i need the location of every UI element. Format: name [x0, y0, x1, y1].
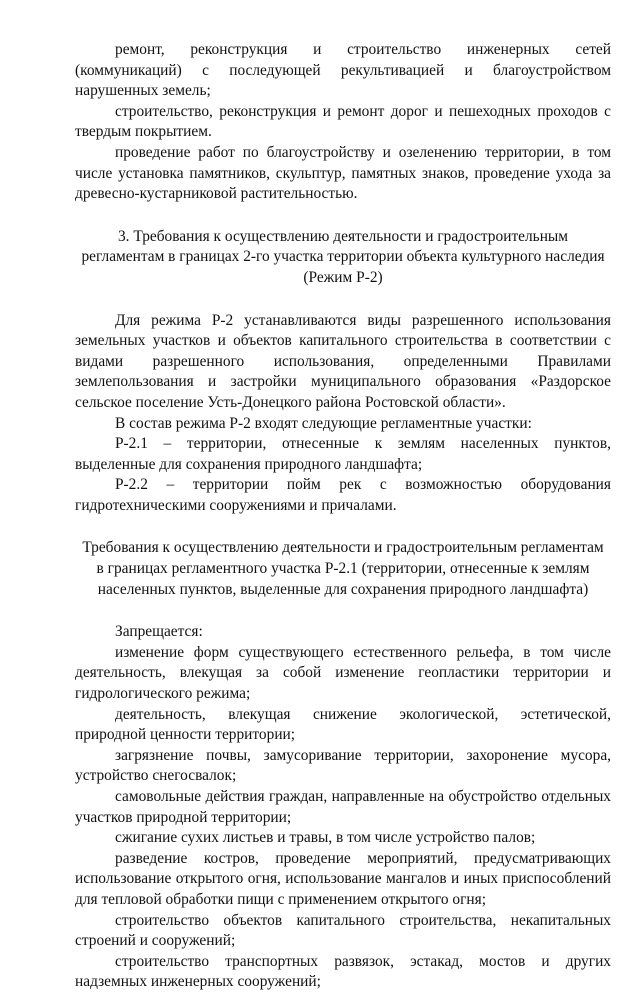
section-3-paragraph-3: Р-2.1 – территории, отнесенные к землям населенных пунктов, выделенные для сохранения природного ландшафта; — [75, 435, 611, 473]
prohibited-item-1: изменение форм существующего естественного рельефа, в том числе деятельность, влекущая за собой изменение геопластики территории и гидрологического режима; — [75, 643, 611, 703]
section-3-heading-line-1: 3. Требования к осуществлению деятельности и градостроительным — [117, 227, 569, 245]
subsection-heading-line-3: населенных пунктов, выделенные для сохранения природного ландшафта) — [97, 580, 589, 598]
prohibited-label: Запрещается: — [115, 623, 203, 641]
prohibited-item-3: загрязнение почвы, замусоривание территории, захоронение мусора, устройство снегосвалок; — [75, 746, 611, 785]
intro-item-1: ремонт, реконструкция и строительство инженерных сетей (коммуникаций) с последующей рекультивацией и благоустройством нарушенных земель; — [75, 41, 611, 100]
section-3-heading-line-3: (Режим Р-2) — [303, 268, 383, 286]
prohibited-item-2: деятельность, влекущая снижение экологической, эстетической, природной ценности территории; — [75, 705, 611, 744]
intro-item-3: проведение работ по благоустройству и озеленению территории, в том числе установка памятников, скульптур, памятных знаков, проведение ухода за древесно-кустарниковой растительностью. — [75, 143, 611, 203]
prohibited-item-7: строительство объектов капитального строительства, некапитальных строений и сооружений; — [75, 911, 611, 950]
section-3-heading — [75, 227, 611, 289]
subsection-heading-line-2: в границах регламентного участка Р-2.1 (территории, отнесенные к землям — [96, 560, 590, 578]
document-page — [75, 40, 611, 993]
prohibited-item-8: строительство транспортных развязок, эстакад, мостов и других надземных инженерных сооружений; — [75, 952, 611, 991]
subsection-heading — [75, 538, 611, 600]
section-3-paragraph-1: Для режима Р-2 устанавливаются виды разрешенного использования земельных участков и объектов капитального строительства в соответствии с видами разрешенного использования, определенными Правилами землепользования и застройки муниципального образования «Раздорское сельское поселение Усть-Донецкого района Ростовской области». — [75, 311, 611, 411]
section-3-heading-line-2: регламентам в границах 2-го участка территории объекта культурного наследия — [81, 248, 605, 266]
prohibited-item-6: разведение костров, проведение мероприятий, предусматривающих использование открытого огня, использование мангалов и иных приспособлений для тепловой обработки пищи с применением открытого огня; — [75, 849, 611, 908]
subsection-heading-line-1: Требования к осуществлению деятельности и градостроительным регламентам — [82, 539, 604, 557]
section-3-paragraph-4: Р-2.2 – территории пойм рек с возможностью оборудования гидротехническими сооружениями и причалами. — [75, 476, 611, 514]
intro-item-2: строительство, реконструкция и ремонт дорог и пешеходных проходов с твердым покрытием. — [75, 102, 611, 141]
prohibited-item-5: сжигание сухих листьев и травы, в том числе устройство палов; — [115, 829, 536, 847]
section-3-paragraph-2: В состав режима Р-2 входят следующие регламентные участки: — [115, 414, 532, 432]
prohibited-item-4: самовольные действия граждан, направленные на обустройство отдельных участков природной территории; — [75, 788, 611, 826]
